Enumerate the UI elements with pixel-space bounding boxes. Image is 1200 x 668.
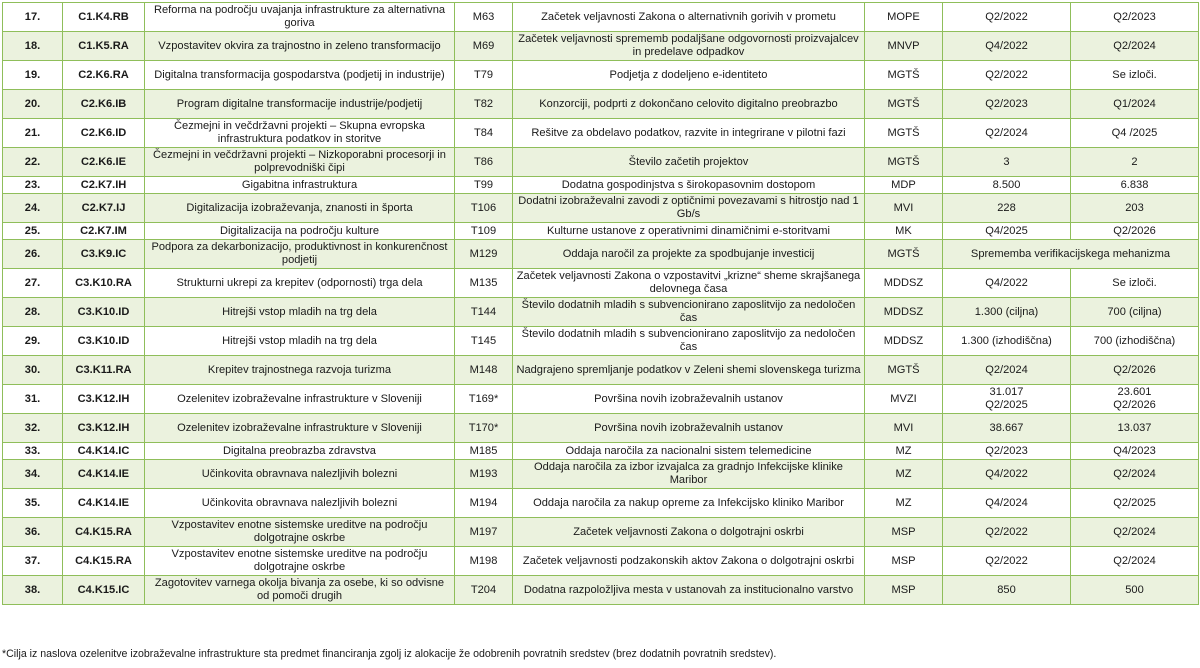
- milestone-id-cell: T170*: [455, 414, 513, 443]
- measure-code-cell: C2.K6.ID: [63, 119, 145, 148]
- measure-code-cell: C4.K15.IC: [63, 576, 145, 605]
- table-row: [3, 460, 1199, 489]
- milestone-description-cell: Dodatni izobraževalni zavodi z optičnimi povezavami s hitrostjo nad 1 Gb/s: [513, 194, 865, 223]
- measure-code-cell: C3.K9.IC: [63, 240, 145, 269]
- milestone-id-cell: M194: [455, 489, 513, 518]
- ministry-cell: MK: [865, 223, 943, 240]
- row-number-cell: 23.: [3, 177, 63, 194]
- milestone-id-cell: M198: [455, 547, 513, 576]
- original-deadline-cell: Q4/2022: [943, 32, 1071, 61]
- ministry-cell: MVI: [865, 414, 943, 443]
- row-number-cell: 38.: [3, 576, 63, 605]
- table-row: [3, 518, 1199, 547]
- milestone-id-cell: T99: [455, 177, 513, 194]
- milestone-description-cell: Dodatna razpoložljiva mesta v ustanovah za institucionalno varstvo: [513, 576, 865, 605]
- milestone-description-cell: Oddaja naročila za nakup opreme za Infekcijsko kliniko Maribor: [513, 489, 865, 518]
- measure-code-cell: C3.K10.ID: [63, 327, 145, 356]
- measure-name-cell: Učinkovita obravnava nalezljivih bolezni: [145, 489, 455, 518]
- row-number-cell: 17.: [3, 3, 63, 32]
- table-row: [3, 61, 1199, 90]
- milestone-description-cell: Nadgrajeno spremljanje podatkov v Zeleni shemi slovenskega turizma: [513, 356, 865, 385]
- row-number-cell: 31.: [3, 385, 63, 414]
- original-deadline-cell-line: 31.017: [989, 386, 1024, 398]
- table-row: [3, 356, 1199, 385]
- milestone-description-cell: Začetek veljavnosti sprememb podaljšane odgovornosti proizvajalcev in predelave odpadkov: [513, 32, 865, 61]
- row-number-cell: 18.: [3, 32, 63, 61]
- modified-deadline-cell: [1071, 385, 1199, 414]
- original-deadline-cell: Q2/2022: [943, 518, 1071, 547]
- row-number-cell: 27.: [3, 269, 63, 298]
- table-row: [3, 385, 1199, 414]
- milestones-table: [2, 2, 1199, 605]
- modified-deadline-cell: Q2/2024: [1071, 547, 1199, 576]
- milestone-description-cell: Začetek veljavnosti Zakona o dolgotrajni oskrbi: [513, 518, 865, 547]
- measure-name-cell: Učinkovita obravnava nalezljivih bolezni: [145, 460, 455, 489]
- modified-deadline-cell: Q2/2026: [1071, 356, 1199, 385]
- measure-code-cell: C2.K7.IM: [63, 223, 145, 240]
- table-row: [3, 3, 1199, 32]
- measure-code-cell: C3.K12.IH: [63, 414, 145, 443]
- original-deadline-cell: Q2/2022: [943, 61, 1071, 90]
- milestone-id-cell: T84: [455, 119, 513, 148]
- modified-deadline-cell: 500: [1071, 576, 1199, 605]
- milestone-id-cell: M185: [455, 443, 513, 460]
- milestone-description-cell: Oddaja naročil za projekte za spodbujanje investicij: [513, 240, 865, 269]
- modified-deadline-cell: 203: [1071, 194, 1199, 223]
- measure-name-cell: Program digitalne transformacije industrije/podjetij: [145, 90, 455, 119]
- table-row: [3, 32, 1199, 61]
- original-deadline-cell: 1.300 (izhodiščna): [943, 327, 1071, 356]
- original-deadline-cell: Q2/2022: [943, 3, 1071, 32]
- original-deadline-cell: 228: [943, 194, 1071, 223]
- modified-deadline-cell: Q2/2024: [1071, 518, 1199, 547]
- measure-name-cell: Digitalna transformacija gospodarstva (podjetij in industrije): [145, 61, 455, 90]
- row-number-cell: 33.: [3, 443, 63, 460]
- measure-name-cell: Digitalizacija na področju kulture: [145, 223, 455, 240]
- table-row: [3, 576, 1199, 605]
- table-row: [3, 489, 1199, 518]
- ministry-cell: MGTŠ: [865, 119, 943, 148]
- original-deadline-cell: Q4/2025: [943, 223, 1071, 240]
- modified-deadline-cell: 6.838: [1071, 177, 1199, 194]
- modified-deadline-cell: Q2/2026: [1071, 223, 1199, 240]
- milestone-description-cell: Dodatna gospodinjstva s širokopasovnim dostopom: [513, 177, 865, 194]
- ministry-cell: MZ: [865, 489, 943, 518]
- milestone-id-cell: T106: [455, 194, 513, 223]
- measure-code-cell: C4.K14.IE: [63, 489, 145, 518]
- measure-code-cell: C2.K6.RA: [63, 61, 145, 90]
- milestone-id-cell: M193: [455, 460, 513, 489]
- table-row: [3, 194, 1199, 223]
- modified-deadline-cell: 2: [1071, 148, 1199, 177]
- modified-deadline-cell-line: 23.601: [1117, 386, 1152, 398]
- measure-name-cell: Ozelenitev izobraževalne infrastrukture v Sloveniji: [145, 385, 455, 414]
- row-number-cell: 26.: [3, 240, 63, 269]
- measure-name-cell: Reforma na področju uvajanja infrastrukture za alternativna goriva: [145, 3, 455, 32]
- ministry-cell: MVI: [865, 194, 943, 223]
- modified-deadline-cell: Se izloči.: [1071, 61, 1199, 90]
- table-row: [3, 547, 1199, 576]
- milestone-id-cell: M197: [455, 518, 513, 547]
- ministry-cell: MGTŠ: [865, 240, 943, 269]
- milestone-description-cell: Število dodatnih mladih s subvencionirano zaposlitvijo za nedoločen čas: [513, 327, 865, 356]
- modified-deadline-cell: Q2/2024: [1071, 32, 1199, 61]
- original-deadline-cell: Q2/2024: [943, 119, 1071, 148]
- measure-name-cell: Zagotovitev varnega okolja bivanja za osebe, ki so odvisne od pomoči drugih: [145, 576, 455, 605]
- measure-code-cell: C2.K7.IH: [63, 177, 145, 194]
- ministry-cell: MDP: [865, 177, 943, 194]
- ministry-cell: MGTŠ: [865, 90, 943, 119]
- milestone-description-cell: Začetek veljavnosti podzakonskih aktov Zakona o dolgotrajni oskrbi: [513, 547, 865, 576]
- row-number-cell: 20.: [3, 90, 63, 119]
- measure-name-cell: Vzpostavitev okvira za trajnostno in zeleno transformacijo: [145, 32, 455, 61]
- measure-code-cell: C2.K7.IJ: [63, 194, 145, 223]
- measure-name-cell: Čezmejni in večdržavni projekti – Skupna evropska infrastruktura podatkov in storitve: [145, 119, 455, 148]
- measure-code-cell: C4.K14.IE: [63, 460, 145, 489]
- modified-deadline-cell-line: Q2/2026: [1113, 399, 1156, 411]
- original-deadline-cell: 38.667: [943, 414, 1071, 443]
- row-number-cell: 22.: [3, 148, 63, 177]
- original-deadline-cell: Q4/2022: [943, 269, 1071, 298]
- table-row: [3, 269, 1199, 298]
- row-number-cell: 21.: [3, 119, 63, 148]
- milestone-description-cell: Podjetja z dodeljeno e-identiteto: [513, 61, 865, 90]
- measure-code-cell: C1.K4.RB: [63, 3, 145, 32]
- measure-code-cell: C4.K14.IC: [63, 443, 145, 460]
- measure-code-cell: C3.K10.ID: [63, 298, 145, 327]
- measure-name-cell: Čezmejni in večdržavni projekti – Nizkoporabni procesorji in polprevodniški čipi: [145, 148, 455, 177]
- measure-name-cell: Gigabitna infrastruktura: [145, 177, 455, 194]
- row-number-cell: 37.: [3, 547, 63, 576]
- milestone-description-cell: Oddaja naročila za izbor izvajalca za gradnjo Infekcijske klinike Maribor: [513, 460, 865, 489]
- modified-deadline-cell: Se izloči.: [1071, 269, 1199, 298]
- ministry-cell: MDDSZ: [865, 327, 943, 356]
- measure-name-cell: Podpora za dekarbonizacijo, produktivnost in konkurenčnost podjetij: [145, 240, 455, 269]
- table-row: [3, 240, 1199, 269]
- table-row: [3, 327, 1199, 356]
- original-deadline-cell: 3: [943, 148, 1071, 177]
- milestone-id-cell: T204: [455, 576, 513, 605]
- milestone-description-cell: Kulturne ustanove z operativnimi dinamičnimi e-storitvami: [513, 223, 865, 240]
- ministry-cell: MSP: [865, 518, 943, 547]
- ministry-cell: MGTŠ: [865, 356, 943, 385]
- row-number-cell: 36.: [3, 518, 63, 547]
- original-deadline-cell: Q2/2022: [943, 547, 1071, 576]
- table-row: [3, 90, 1199, 119]
- measure-name-cell: Hitrejši vstop mladih na trg dela: [145, 298, 455, 327]
- ministry-cell: MVZI: [865, 385, 943, 414]
- measure-code-cell: C3.K10.RA: [63, 269, 145, 298]
- measure-code-cell: C2.K6.IE: [63, 148, 145, 177]
- milestone-description-cell: Oddaja naročila za nacionalni sistem telemedicine: [513, 443, 865, 460]
- ministry-cell: MZ: [865, 443, 943, 460]
- original-deadline-cell: [943, 385, 1071, 414]
- row-number-cell: 25.: [3, 223, 63, 240]
- row-number-cell: 35.: [3, 489, 63, 518]
- milestone-description-cell: Površina novih izobraževalnih ustanov: [513, 385, 865, 414]
- table-row: [3, 119, 1199, 148]
- measure-code-cell: C1.K5.RA: [63, 32, 145, 61]
- milestone-id-cell: M148: [455, 356, 513, 385]
- ministry-cell: MZ: [865, 460, 943, 489]
- table-row: [3, 148, 1199, 177]
- milestone-id-cell: T145: [455, 327, 513, 356]
- ministry-cell: MGTŠ: [865, 61, 943, 90]
- milestone-description-cell: Število začetih projektov: [513, 148, 865, 177]
- milestone-id-cell: M129: [455, 240, 513, 269]
- measure-name-cell: Krepitev trajnostnega razvoja turizma: [145, 356, 455, 385]
- milestone-description-cell: Število dodatnih mladih s subvencionirano zaposlitvijo za nedoločen čas: [513, 298, 865, 327]
- measure-name-cell: Hitrejši vstop mladih na trg dela: [145, 327, 455, 356]
- modified-deadline-cell: Q1/2024: [1071, 90, 1199, 119]
- modified-deadline-cell: 700 (izhodiščna): [1071, 327, 1199, 356]
- measure-code-cell: C4.K15.RA: [63, 518, 145, 547]
- original-deadline-cell: Q2/2023: [943, 90, 1071, 119]
- original-deadline-cell: Q2/2023: [943, 443, 1071, 460]
- original-deadline-cell-line: Q2/2025: [985, 399, 1028, 411]
- milestone-id-cell: T109: [455, 223, 513, 240]
- original-deadline-cell: 850: [943, 576, 1071, 605]
- measure-code-cell: C2.K6.IB: [63, 90, 145, 119]
- row-number-cell: 34.: [3, 460, 63, 489]
- measure-code-cell: C3.K11.RA: [63, 356, 145, 385]
- milestone-id-cell: T144: [455, 298, 513, 327]
- row-number-cell: 24.: [3, 194, 63, 223]
- row-number-cell: 29.: [3, 327, 63, 356]
- measure-code-cell: C3.K12.IH: [63, 385, 145, 414]
- change-note-cell: Sprememba verifikacijskega mehanizma: [943, 240, 1199, 269]
- measure-name-cell: Ozelenitev izobraževalne infrastrukture v Sloveniji: [145, 414, 455, 443]
- original-deadline-cell: Q2/2024: [943, 356, 1071, 385]
- table-row: [3, 298, 1199, 327]
- ministry-cell: MSP: [865, 576, 943, 605]
- row-number-cell: 28.: [3, 298, 63, 327]
- modified-deadline-cell: 700 (ciljna): [1071, 298, 1199, 327]
- modified-deadline-cell: Q2/2025: [1071, 489, 1199, 518]
- milestone-id-cell: T169*: [455, 385, 513, 414]
- milestone-description-cell: Začetek veljavnosti Zakona o vzpostavitvi „krizne“ sheme skrajšanega delovnega časa: [513, 269, 865, 298]
- measure-name-cell: Vzpostavitev enotne sistemske ureditve na področju dolgotrajne oskrbe: [145, 518, 455, 547]
- milestone-id-cell: T82: [455, 90, 513, 119]
- ministry-cell: MOPE: [865, 3, 943, 32]
- modified-deadline-cell: Q4 /2025: [1071, 119, 1199, 148]
- row-number-cell: 19.: [3, 61, 63, 90]
- table-row: [3, 223, 1199, 240]
- modified-deadline-cell: Q2/2024: [1071, 460, 1199, 489]
- milestone-description-cell: Rešitve za obdelavo podatkov, razvite in integrirane v pilotni fazi: [513, 119, 865, 148]
- table-row: [3, 443, 1199, 460]
- original-deadline-cell: 1.300 (ciljna): [943, 298, 1071, 327]
- original-deadline-cell: 8.500: [943, 177, 1071, 194]
- milestone-description-cell: Začetek veljavnosti Zakona o alternativnih gorivih v prometu: [513, 3, 865, 32]
- table-row: [3, 414, 1199, 443]
- table-body: [3, 3, 1199, 605]
- milestone-id-cell: M69: [455, 32, 513, 61]
- milestone-id-cell: T79: [455, 61, 513, 90]
- ministry-cell: MNVP: [865, 32, 943, 61]
- measure-code-cell: C4.K15.RA: [63, 547, 145, 576]
- milestone-id-cell: M135: [455, 269, 513, 298]
- table-row: [3, 177, 1199, 194]
- measure-name-cell: Digitalna preobrazba zdravstva: [145, 443, 455, 460]
- milestone-description-cell: Površina novih izobraževalnih ustanov: [513, 414, 865, 443]
- ministry-cell: MDDSZ: [865, 269, 943, 298]
- ministry-cell: MSP: [865, 547, 943, 576]
- milestone-id-cell: M63: [455, 3, 513, 32]
- measure-name-cell: Vzpostavitev enotne sistemske ureditve na področju dolgotrajne oskrbe: [145, 547, 455, 576]
- modified-deadline-cell: Q2/2023: [1071, 3, 1199, 32]
- row-number-cell: 32.: [3, 414, 63, 443]
- row-number-cell: 30.: [3, 356, 63, 385]
- modified-deadline-cell: Q4/2023: [1071, 443, 1199, 460]
- modified-deadline-cell: 13.037: [1071, 414, 1199, 443]
- ministry-cell: MGTŠ: [865, 148, 943, 177]
- measure-name-cell: Digitalizacija izobraževanja, znanosti in športa: [145, 194, 455, 223]
- footnote: *Cilja iz naslova ozelenitve izobraževalne infrastrukture sta predmet financiranja zgolj iz alokacije že odobrenih povratnih sredstev (brez dodatnih povratnih sredstev).: [2, 648, 777, 660]
- ministry-cell: MDDSZ: [865, 298, 943, 327]
- original-deadline-cell: Q4/2024: [943, 489, 1071, 518]
- measure-name-cell: Strukturni ukrepi za krepitev (odpornosti) trga dela: [145, 269, 455, 298]
- original-deadline-cell: Q4/2022: [943, 460, 1071, 489]
- milestone-id-cell: T86: [455, 148, 513, 177]
- milestone-description-cell: Konzorciji, podprti z dokončano celovito digitalno preobrazbo: [513, 90, 865, 119]
